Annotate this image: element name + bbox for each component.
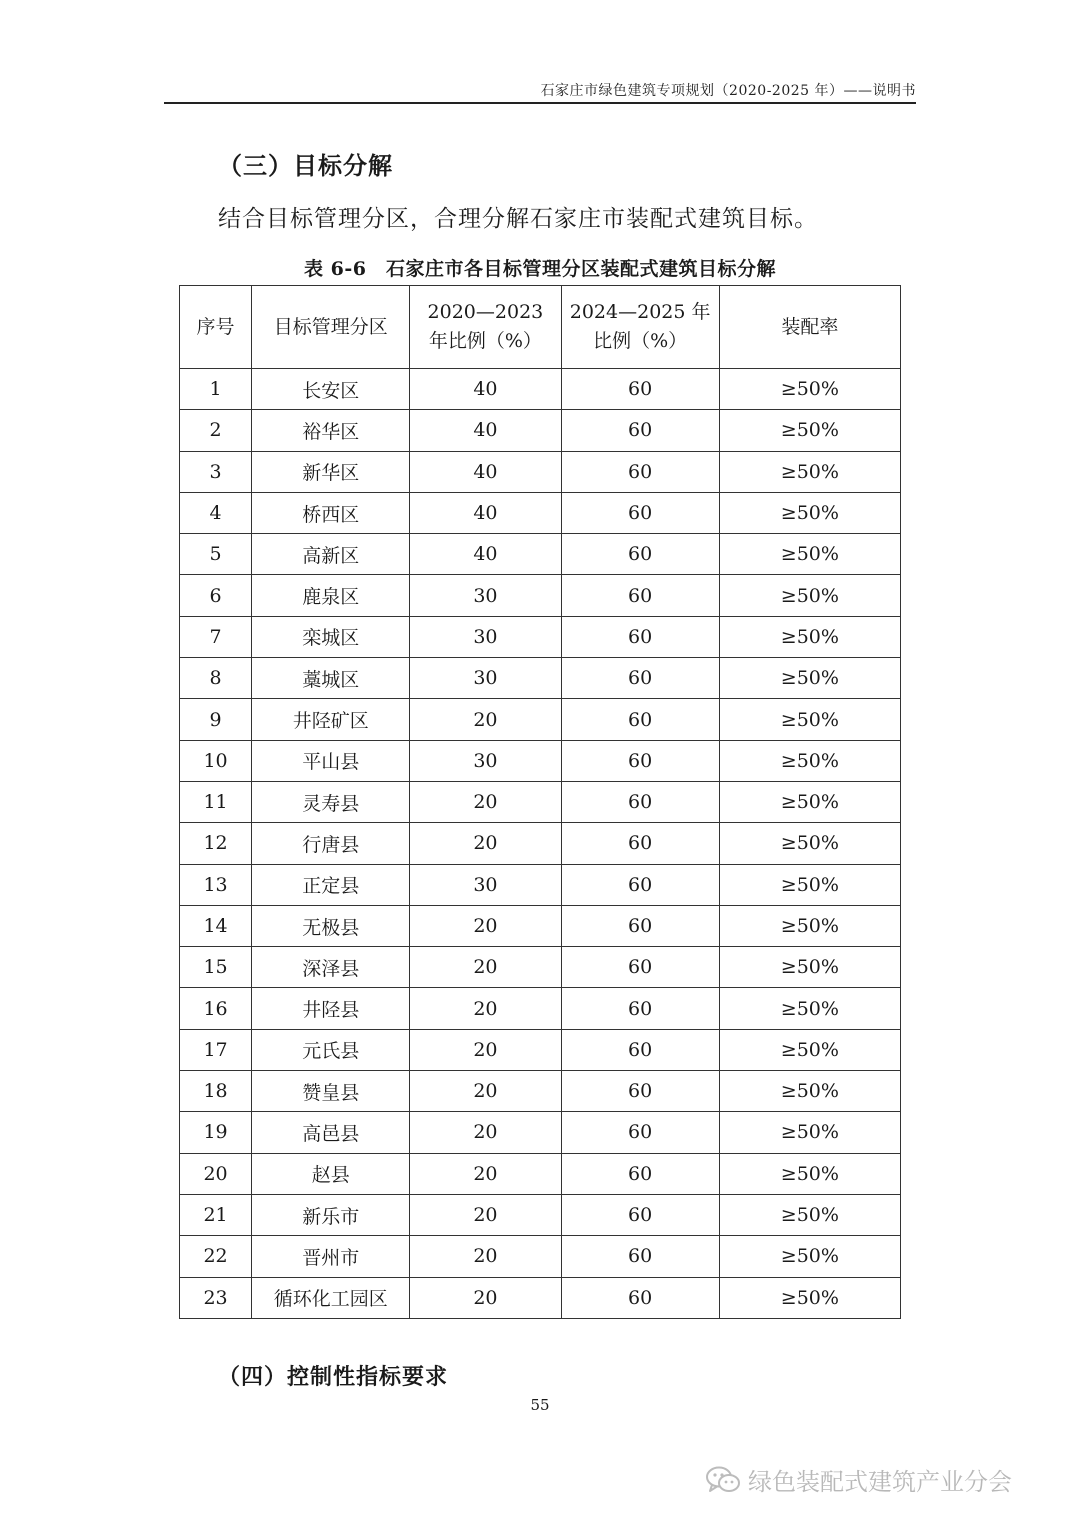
cell-period2-ratio: 60 — [561, 616, 719, 657]
cell-zone: 赞皇县 — [252, 1071, 410, 1112]
cell-seq: 4 — [180, 492, 252, 533]
cell-seq: 6 — [180, 575, 252, 616]
cell-assembly-rate: ≥50% — [719, 369, 900, 410]
table-caption: 表 6-6 石家庄市各目标管理分区装配式建筑目标分解 — [304, 258, 776, 280]
table-row — [180, 1029, 901, 1070]
cell-zone: 井陉县 — [252, 988, 410, 1029]
cell-period2-ratio: 60 — [561, 492, 719, 533]
header-period1-line2: 年比例（%） — [428, 330, 542, 352]
table-header-row — [180, 286, 901, 369]
cell-period1-ratio: 20 — [410, 1029, 561, 1070]
body-paragraph: 结合目标管理分区，合理分解石家庄市装配式建筑目标。 — [218, 206, 818, 232]
cell-assembly-rate: ≥50% — [719, 947, 900, 988]
table-row — [180, 905, 901, 946]
cell-zone: 长安区 — [252, 369, 410, 410]
cell-assembly-rate: ≥50% — [719, 1194, 900, 1235]
cell-assembly-rate: ≥50% — [719, 658, 900, 699]
cell-period1-ratio: 30 — [410, 658, 561, 699]
cell-zone: 新华区 — [252, 451, 410, 492]
cell-zone: 栾城区 — [252, 616, 410, 657]
cell-zone: 赵县 — [252, 1153, 410, 1194]
running-header: 石家庄市绿色建筑专项规划（2020-2025 年）——说明书 — [540, 83, 916, 99]
header-assembly-rate: 装配率 — [719, 286, 900, 369]
cell-period1-ratio: 20 — [410, 1112, 561, 1153]
cell-seq: 14 — [180, 905, 252, 946]
cell-assembly-rate: ≥50% — [719, 616, 900, 657]
cell-period1-ratio: 40 — [410, 451, 561, 492]
cell-assembly-rate: ≥50% — [719, 988, 900, 1029]
cell-period2-ratio: 60 — [561, 369, 719, 410]
page-number: 55 — [530, 1396, 550, 1414]
cell-seq: 2 — [180, 410, 252, 451]
cell-zone: 藁城区 — [252, 658, 410, 699]
cell-period1-ratio: 30 — [410, 740, 561, 781]
header-divider — [164, 102, 916, 104]
cell-seq: 20 — [180, 1153, 252, 1194]
cell-period1-ratio: 20 — [410, 947, 561, 988]
cell-assembly-rate: ≥50% — [719, 534, 900, 575]
cell-zone: 高新区 — [252, 534, 410, 575]
cell-seq: 8 — [180, 658, 252, 699]
cell-period1-ratio: 20 — [410, 1071, 561, 1112]
cell-period1-ratio: 20 — [410, 905, 561, 946]
cell-assembly-rate: ≥50% — [719, 1071, 900, 1112]
cell-assembly-rate: ≥50% — [719, 1277, 900, 1318]
cell-period2-ratio: 60 — [561, 1194, 719, 1235]
cell-period1-ratio: 40 — [410, 410, 561, 451]
cell-assembly-rate: ≥50% — [719, 905, 900, 946]
cell-seq: 16 — [180, 988, 252, 1029]
table-row — [180, 781, 901, 822]
header-zone: 目标管理分区 — [252, 286, 410, 369]
cell-zone: 无极县 — [252, 905, 410, 946]
cell-seq: 10 — [180, 740, 252, 781]
cell-zone: 正定县 — [252, 864, 410, 905]
table-row — [180, 534, 901, 575]
section-title: （三）目标分解 — [218, 152, 393, 180]
cell-period2-ratio: 60 — [561, 658, 719, 699]
cell-period2-ratio: 60 — [561, 410, 719, 451]
cell-assembly-rate: ≥50% — [719, 781, 900, 822]
cell-seq: 22 — [180, 1236, 252, 1277]
cell-period1-ratio: 20 — [410, 1277, 561, 1318]
cell-period2-ratio: 60 — [561, 534, 719, 575]
cell-period2-ratio: 60 — [561, 1236, 719, 1277]
table-body — [180, 369, 901, 1319]
header-period-2020-2023 — [410, 286, 561, 369]
cell-seq: 18 — [180, 1071, 252, 1112]
cell-seq: 13 — [180, 864, 252, 905]
cell-assembly-rate: ≥50% — [719, 1029, 900, 1070]
cell-assembly-rate: ≥50% — [719, 575, 900, 616]
cell-assembly-rate: ≥50% — [719, 699, 900, 740]
table-row — [180, 369, 901, 410]
table-row — [180, 1194, 901, 1235]
table-row — [180, 1112, 901, 1153]
cell-seq: 5 — [180, 534, 252, 575]
cell-period2-ratio: 60 — [561, 988, 719, 1029]
cell-seq: 21 — [180, 1194, 252, 1235]
cell-seq: 9 — [180, 699, 252, 740]
table-row — [180, 988, 901, 1029]
wechat-icon — [706, 1466, 740, 1494]
table-row — [180, 616, 901, 657]
table-row — [180, 410, 901, 451]
cell-period1-ratio: 20 — [410, 1194, 561, 1235]
table-row — [180, 1071, 901, 1112]
table-row — [180, 1153, 901, 1194]
table-row — [180, 947, 901, 988]
cell-period2-ratio: 60 — [561, 740, 719, 781]
table-row — [180, 823, 901, 864]
cell-zone: 灵寿县 — [252, 781, 410, 822]
cell-period1-ratio: 40 — [410, 534, 561, 575]
table-row — [180, 699, 901, 740]
cell-seq: 3 — [180, 451, 252, 492]
cell-period2-ratio: 60 — [561, 451, 719, 492]
header-period-2024-2025 — [561, 286, 719, 369]
cell-assembly-rate: ≥50% — [719, 492, 900, 533]
cell-period2-ratio: 60 — [561, 864, 719, 905]
cell-zone: 裕华区 — [252, 410, 410, 451]
cell-period2-ratio: 60 — [561, 1277, 719, 1318]
cell-period1-ratio: 20 — [410, 1236, 561, 1277]
cell-period2-ratio: 60 — [561, 1071, 719, 1112]
cell-period2-ratio: 60 — [561, 1029, 719, 1070]
table-row — [180, 864, 901, 905]
cell-period1-ratio: 30 — [410, 864, 561, 905]
cell-seq: 19 — [180, 1112, 252, 1153]
cell-seq: 23 — [180, 1277, 252, 1318]
cell-seq: 1 — [180, 369, 252, 410]
table-row — [180, 1277, 901, 1318]
cell-seq: 15 — [180, 947, 252, 988]
cell-period1-ratio: 40 — [410, 369, 561, 410]
cell-assembly-rate: ≥50% — [719, 1112, 900, 1153]
cell-seq: 7 — [180, 616, 252, 657]
cell-period2-ratio: 60 — [561, 781, 719, 822]
cell-period2-ratio: 60 — [561, 947, 719, 988]
cell-zone: 深泽县 — [252, 947, 410, 988]
cell-zone: 新乐市 — [252, 1194, 410, 1235]
cell-zone: 高邑县 — [252, 1112, 410, 1153]
cell-zone: 元氏县 — [252, 1029, 410, 1070]
table-row — [180, 658, 901, 699]
cell-period2-ratio: 60 — [561, 1112, 719, 1153]
table-row — [180, 492, 901, 533]
cell-zone: 晋州市 — [252, 1236, 410, 1277]
cell-assembly-rate: ≥50% — [719, 1153, 900, 1194]
cell-period1-ratio: 20 — [410, 699, 561, 740]
cell-assembly-rate: ≥50% — [719, 451, 900, 492]
table-row — [180, 575, 901, 616]
table-row — [180, 1236, 901, 1277]
cell-period1-ratio: 20 — [410, 988, 561, 1029]
watermark-text: 绿色装配式建筑产业分会 — [748, 1468, 1012, 1496]
header-period1-line1: 2020—2023 — [427, 301, 544, 323]
cell-seq: 11 — [180, 781, 252, 822]
cell-zone: 行唐县 — [252, 823, 410, 864]
table-row — [180, 740, 901, 781]
cell-zone: 井陉矿区 — [252, 699, 410, 740]
cell-period1-ratio: 30 — [410, 616, 561, 657]
watermark — [706, 1462, 1012, 1497]
header-seq: 序号 — [180, 286, 252, 369]
header-period2-line1: 2024—2025 年 — [569, 301, 711, 323]
cell-zone: 循环化工园区 — [252, 1277, 410, 1318]
zone-target-table — [179, 285, 901, 1319]
cell-period2-ratio: 60 — [561, 905, 719, 946]
cell-period2-ratio: 60 — [561, 575, 719, 616]
cell-zone: 平山县 — [252, 740, 410, 781]
cell-assembly-rate: ≥50% — [719, 1236, 900, 1277]
cell-period2-ratio: 60 — [561, 823, 719, 864]
cell-period1-ratio: 30 — [410, 575, 561, 616]
cell-assembly-rate: ≥50% — [719, 740, 900, 781]
cell-assembly-rate: ≥50% — [719, 823, 900, 864]
cell-period2-ratio: 60 — [561, 1153, 719, 1194]
cell-assembly-rate: ≥50% — [719, 864, 900, 905]
cell-seq: 17 — [180, 1029, 252, 1070]
table-row — [180, 451, 901, 492]
header-period2-line2: 比例（%） — [593, 330, 688, 352]
cell-zone: 桥西区 — [252, 492, 410, 533]
cell-period1-ratio: 40 — [410, 492, 561, 533]
cell-period1-ratio: 20 — [410, 1153, 561, 1194]
cell-period2-ratio: 60 — [561, 699, 719, 740]
cell-period1-ratio: 20 — [410, 781, 561, 822]
cell-period1-ratio: 20 — [410, 823, 561, 864]
cell-seq: 12 — [180, 823, 252, 864]
cell-zone: 鹿泉区 — [252, 575, 410, 616]
cell-assembly-rate: ≥50% — [719, 410, 900, 451]
next-section-title: （四）控制性指标要求 — [218, 1365, 449, 1390]
